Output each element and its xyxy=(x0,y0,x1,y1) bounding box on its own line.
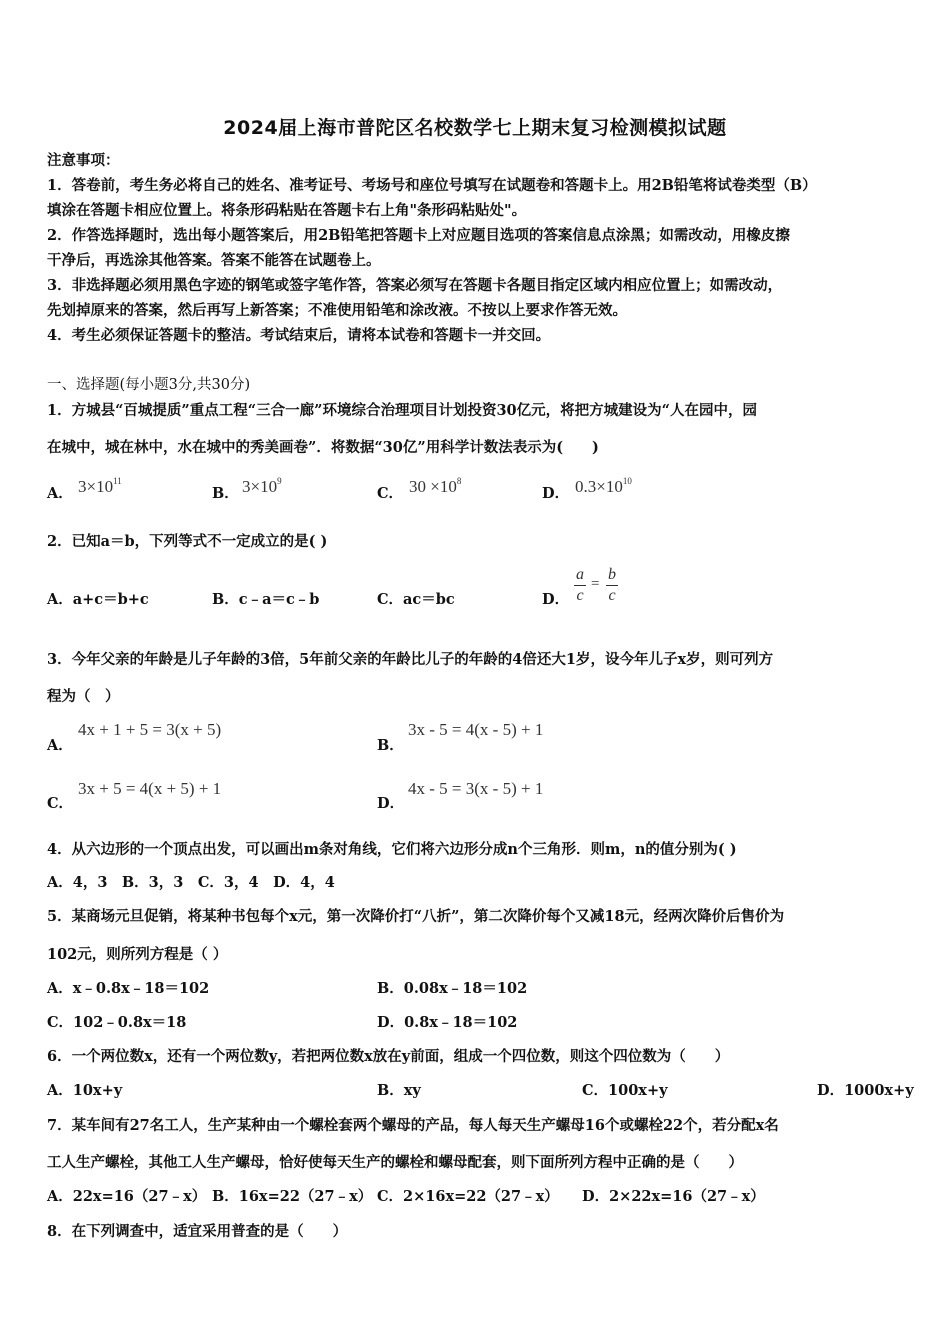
q7-option-d: D．2×22x=16（27﹣x） xyxy=(582,1188,765,1205)
question-8-stem: 8．在下列调查中，适宜采用普查的是（ ） xyxy=(47,1223,348,1240)
question-7-stem: 工人生产螺栓，其他工人生产螺母，恰好使每天生产的螺栓和螺母配套，则下面所列方程中正确的是（ ） xyxy=(47,1154,743,1171)
question-7-stem: 7．某车间有27名工人，生产某种由一个螺栓套两个螺母的产品，每人每天生产螺母16个或螺栓22个，若分配x名 xyxy=(47,1117,779,1134)
q5-option-c: C．102﹣0.8x＝18 xyxy=(47,1014,187,1031)
q3-option-c-label: C． xyxy=(47,795,74,812)
q1-option-c-expr: $30 \times 10^8$ xyxy=(409,476,462,496)
q6-option-a: A．10x+y xyxy=(47,1082,123,1099)
q3-option-d-expr: 4x - 5 = 3(x - 5) + 1 xyxy=(408,779,544,798)
q3-option-b-label: B． xyxy=(377,737,404,754)
q7-option-b: B．16x=22（27﹣x） xyxy=(212,1188,373,1205)
q1-option-b-label: B． xyxy=(212,485,239,502)
q2-fraction-right: b c xyxy=(608,566,616,604)
notice-line: 4．考生必须保证答题卡的整洁。考试结束后，请将本试卷和答题卡一并交回。 xyxy=(47,327,551,344)
q3-option-b-expr: 3x - 5 = 4(x - 5) + 1 xyxy=(408,720,544,739)
notice-line: 1．答卷前，考生务必将自己的姓名、准考证号、考场号和座位号填写在试题卷和答题卡上。用2B铅笔将试卷类型（B） xyxy=(47,177,817,194)
question-3-stem: 3．今年父亲的年龄是儿子年龄的3倍，5年前父亲的年龄比儿子的年龄的4倍还大1岁，设今年儿子x岁，则可列方 xyxy=(47,651,774,668)
question-2-stem: 2．已知a＝b，下列等式不一定成立的是( ) xyxy=(47,533,328,550)
q6-option-b: B．xy xyxy=(377,1082,421,1099)
q2-option-d-label: D． xyxy=(542,591,570,608)
q3-option-c-expr: 3x + 5 = 4(x + 5) + 1 xyxy=(78,779,222,798)
question-5-stem: 5．某商场元旦促销，将某种书包每个x元，第一次降价打“八折”，第二次降价每个又减18元，经两次降价后售价为 xyxy=(47,908,785,925)
section-heading: 一、选择题(每小题3分,共30分) xyxy=(47,377,251,393)
q2-fraction-left: a c xyxy=(576,566,584,604)
question-1-stem: 1．方城县“百城提质”重点工程“三合一廊”环境综合治理项目计划投资30亿元，将把方城建设为“人在园中，园 xyxy=(47,402,757,419)
q3-option-d-label: D． xyxy=(377,795,405,812)
q3-option-a-expr: 4x + 1 + 5 = 3(x + 5) xyxy=(78,720,222,739)
notice-line: 干净后，再选涂其他答案。答案不能答在试题卷上。 xyxy=(47,252,381,269)
question-4-stem: 4．从六边形的一个顶点出发，可以画出m条对角线，它们将六边形分成n个三角形．则m，n的值分别为( ) xyxy=(47,841,737,858)
q1-option-d-expr: $0.3\times 10^{10}$ xyxy=(575,476,632,496)
q3-option-a-label: A． xyxy=(47,737,73,754)
q2-option-c: C．ac＝bc xyxy=(377,591,455,608)
q7-option-a: A．22x=16（27﹣x） xyxy=(47,1188,207,1205)
q2-option-b: B．c﹣a＝c﹣b xyxy=(212,591,320,608)
q7-option-c: C．2×16x=22（27﹣x） xyxy=(377,1188,559,1205)
question-3-stem: 程为（ ） xyxy=(47,688,120,705)
q1-option-d-label: D． xyxy=(542,485,570,502)
question-5-stem: 102元，则所列方程是（ ） xyxy=(47,946,228,963)
q6-option-d: D．1000x+y xyxy=(817,1082,914,1099)
q5-option-b: B．0.08x﹣18＝102 xyxy=(377,980,528,997)
q1-option-a-label: A． xyxy=(47,485,73,502)
q6-option-c: C．100x+y xyxy=(582,1082,668,1099)
q1-option-c-label: C． xyxy=(377,485,404,502)
q5-option-d: D．0.8x﹣18＝102 xyxy=(377,1014,518,1031)
question-6-stem: 6．一个两位数x，还有一个两位数y，若把两位数x放在y前面，组成一个四位数，则这个四位数为（ ） xyxy=(47,1048,730,1065)
q2-equals: = xyxy=(591,576,600,592)
page-title: 2024届上海市普陀区名校数学七上期末复习检测模拟试题 xyxy=(223,117,727,139)
q5-option-a: A．x﹣0.8x﹣18＝102 xyxy=(47,980,210,997)
q1-option-a-expr: $3\times 10^{11}$ xyxy=(78,476,122,496)
notice-line: 2．作答选择题时，选出每小题答案后，用2B铅笔把答题卡上对应题目选项的答案信息点涂黑；如需改动，用橡皮擦 xyxy=(47,227,790,244)
notice-line: 先划掉原来的答案，然后再写上新答案；不准使用铅笔和涂改液。不按以上要求作答无效。 xyxy=(47,302,627,319)
q2-option-a: A．a+c＝b+c xyxy=(47,591,149,608)
q1-option-b-expr: $3\times 10^9$ xyxy=(242,476,282,496)
question-4-options: A．4，3 B．3，3 C．3，4 D．4，4 xyxy=(47,874,335,891)
notice-line: 填涂在答题卡相应位置上。将条形码粘贴在答题卡右上角"条形码粘贴处"。 xyxy=(47,202,527,219)
notice-line: 3．非选择题必须用黑色字迹的钢笔或签字笔作答，答案必须写在答题卡各题目指定区域内相应位置上；如需改动， xyxy=(47,277,783,294)
question-1-stem: 在城中，城在林中，水在城中的秀美画卷”．将数据“30亿”用科学计数法表示为( ) xyxy=(47,439,599,456)
notice-heading: 注意事项： xyxy=(47,152,120,169)
